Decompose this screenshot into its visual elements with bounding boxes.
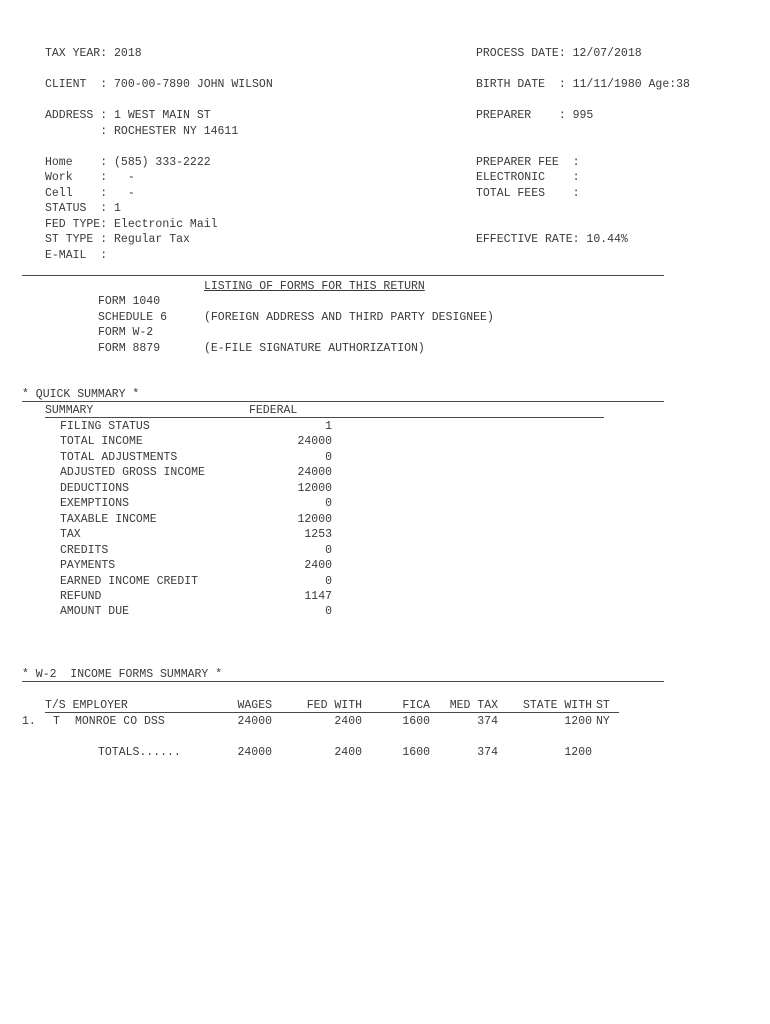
w2-summary-title: * W-2 INCOME FORMS SUMMARY * [22,668,223,681]
w2-totals-wages: 24000 [237,746,272,759]
summary-header-underline [45,417,604,418]
w2-totals-med-tax: 374 [477,746,498,759]
summary-row-label: TOTAL ADJUSTMENTS [60,451,178,464]
form-name: SCHEDULE 6 [98,311,168,324]
form-name: FORM 1040 [98,295,161,308]
cell-phone: Cell : - [45,187,135,200]
w2-totals-fed-with: 2400 [334,746,362,759]
w2-header-underline [45,712,619,713]
summary-row-label: EARNED INCOME CREDIT [60,575,199,588]
preparer: PREPARER : 995 [476,109,594,122]
summary-row-label: EXEMPTIONS [60,497,130,510]
w2-header-state-with: STATE WITH [522,699,592,712]
summary-row-value: 1 [325,420,332,433]
w2-row-wages: 24000 [237,715,272,728]
summary-row-value: 2400 [304,559,332,572]
summary-row-value: 0 [325,497,332,510]
address-line-1: ADDRESS : 1 WEST MAIN ST [45,109,211,122]
email: E-MAIL : [45,249,108,262]
header-divider [22,275,664,276]
work-phone: Work : - [45,171,135,184]
summary-row-label: TAX [60,528,81,541]
w2-row-st: NY [596,715,610,728]
total-fees: TOTAL FEES : [476,187,580,200]
w2-row-number: 1. [22,715,36,728]
summary-row-value: 12000 [297,513,332,526]
home-phone: Home : (585) 333-2222 [45,156,211,169]
summary-row-value: 1147 [304,590,332,603]
preparer-fee: PREPARER FEE : [476,156,580,169]
w2-header-fica: FICA [402,699,430,712]
st-type: ST TYPE : Regular Tax [45,233,190,246]
forms-title: LISTING OF FORMS FOR THIS RETURN [204,280,425,293]
form-name: FORM 8879 [98,342,161,355]
address-line-2: : ROCHESTER NY 14611 [45,125,239,138]
summary-row-label: PAYMENTS [60,559,116,572]
client: CLIENT : 700-00-7890 JOHN WILSON [45,78,273,91]
summary-row-value: 12000 [297,482,332,495]
summary-row-value: 24000 [297,466,332,479]
summary-row-label: ADJUSTED GROSS INCOME [60,466,205,479]
w2-totals-state-with: 1200 [564,746,592,759]
status: STATUS : 1 [45,202,121,215]
summary-column-header: SUMMARY [45,404,94,417]
summary-row-label: TAXABLE INCOME [60,513,157,526]
w2-header-fed-with: FED WITH [306,699,362,712]
form-description: (FOREIGN ADDRESS AND THIRD PARTY DESIGNEE) [204,311,494,324]
form-name: FORM W-2 [98,326,154,339]
summary-row-value: 1253 [304,528,332,541]
w2-totals-fica: 1600 [402,746,430,759]
summary-row-value: 0 [325,451,332,464]
w2-row-state-with: 1200 [564,715,592,728]
summary-row-label: FILING STATUS [60,420,150,433]
quick-summary-divider [22,401,664,402]
effective-rate: EFFECTIVE RATE: 10.44% [476,233,628,246]
w2-row-fica: 1600 [402,715,430,728]
process-date: PROCESS DATE: 12/07/2018 [476,47,642,60]
electronic-fee: ELECTRONIC : [476,171,580,184]
w2-totals-label: TOTALS...... [98,746,181,759]
w2-header-med-tax: MED TAX [449,699,498,712]
summary-row-label: REFUND [60,590,102,603]
summary-row-value: 0 [325,544,332,557]
w2-header-ts-employer: T/S EMPLOYER [45,699,128,712]
quick-summary-title: * QUICK SUMMARY * [22,388,140,401]
w2-row-employer: MONROE CO DSS [75,715,165,728]
birth-date: BIRTH DATE : 11/11/1980 Age:38 [476,78,690,91]
w2-row-fed-with: 2400 [334,715,362,728]
w2-row-ts: T [53,715,60,728]
summary-row-value: 0 [325,605,332,618]
summary-row-label: TOTAL INCOME [60,435,143,448]
summary-row-label: CREDITS [60,544,109,557]
summary-row-value: 0 [325,575,332,588]
w2-row-med-tax: 374 [477,715,498,728]
summary-row-label: DEDUCTIONS [60,482,130,495]
w2-header-st: ST [596,699,610,712]
w2-summary-divider [22,681,664,682]
tax-year: TAX YEAR: 2018 [45,47,142,60]
summary-row-value: 24000 [297,435,332,448]
fed-type: FED TYPE: Electronic Mail [45,218,218,231]
w2-header-wages: WAGES [237,699,272,712]
form-description: (E-FILE SIGNATURE AUTHORIZATION) [204,342,425,355]
summary-row-label: AMOUNT DUE [60,605,130,618]
federal-column-header: FEDERAL [249,404,298,417]
